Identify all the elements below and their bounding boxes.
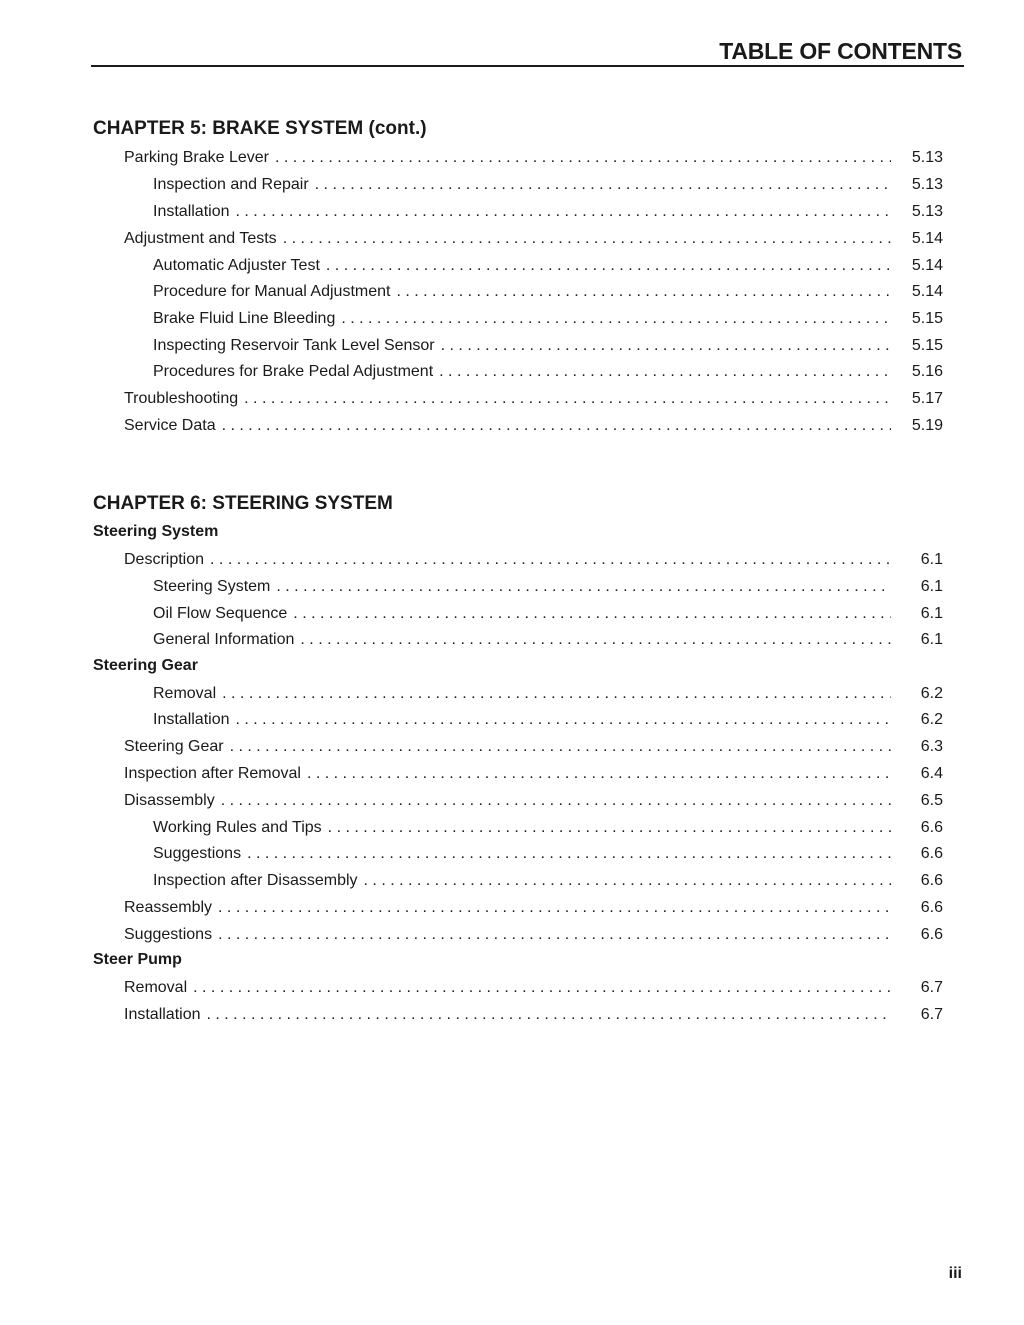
toc-entry-title: General Information	[153, 631, 295, 648]
toc-entry-adjustment-and-tests[interactable]	[124, 229, 943, 249]
toc-entry-page: 5.13	[911, 176, 943, 193]
dot-leader	[293, 604, 891, 624]
dot-leader	[441, 336, 891, 356]
toc-entry-title: Removal	[153, 685, 217, 702]
toc-entry-working-rules-and-tips[interactable]	[153, 818, 943, 838]
dot-leader	[221, 791, 891, 811]
toc-entry-page: 5.19	[911, 417, 943, 434]
toc-entry-title: Procedures for Brake Pedal Adjustment	[153, 363, 434, 380]
dot-leader	[222, 684, 891, 704]
toc-entry-steering-gear[interactable]	[124, 737, 943, 757]
toc-entry-title: Suggestions	[124, 926, 213, 943]
toc-entry-brake-fluid-line-bleeding[interactable]	[153, 309, 943, 329]
dot-leader	[218, 925, 891, 945]
toc-entry-page: 6.1	[920, 631, 943, 648]
toc-entry-title: Removal	[124, 979, 188, 996]
toc-entry-automatic-adjuster-test[interactable]	[153, 256, 943, 276]
chapter-5-heading: CHAPTER 5: BRAKE SYSTEM (cont.)	[93, 118, 427, 139]
toc-entry-oil-flow-sequence[interactable]	[153, 604, 943, 624]
dot-leader	[193, 978, 891, 998]
toc-entry-title: Inspection after Removal	[124, 765, 301, 782]
dot-leader	[300, 630, 891, 650]
toc-entry-title: Oil Flow Sequence	[153, 605, 288, 622]
toc-entry-page: 5.15	[911, 310, 943, 327]
toc-entry-title: Brake Fluid Line Bleeding	[153, 310, 336, 327]
toc-entry-page: 6.6	[920, 872, 943, 889]
toc-entry-page: 6.6	[920, 926, 943, 943]
page-title: TABLE OF CONTENTS	[719, 38, 962, 64]
toc-entry-title: Troubleshooting	[124, 390, 239, 407]
toc-entry-page: 5.14	[911, 283, 943, 300]
dot-leader	[236, 202, 892, 222]
toc-entry-page: 6.5	[920, 792, 943, 809]
page-header	[91, 36, 964, 67]
section-heading-steering-gear: Steering Gear	[93, 657, 198, 674]
toc-entry-troubleshooting[interactable]	[124, 389, 943, 409]
toc-entry-page: 5.14	[911, 257, 943, 274]
toc-entry-page: 6.1	[920, 605, 943, 622]
dot-leader	[364, 871, 891, 891]
toc-entry-title: Description	[124, 551, 205, 568]
dot-leader	[439, 362, 891, 382]
toc-entry-title: Installation	[124, 1006, 201, 1023]
section-heading-steering-system: Steering System	[93, 523, 219, 540]
toc-entry-manual-adjustment[interactable]	[153, 282, 943, 302]
toc-entry-page: 6.2	[920, 711, 943, 728]
toc-entry-page: 6.6	[920, 845, 943, 862]
dot-leader	[275, 148, 891, 168]
toc-entry-page: 6.6	[920, 899, 943, 916]
toc-entry-removal[interactable]	[153, 684, 943, 704]
toc-entry-title: Installation	[153, 711, 230, 728]
section-heading-steer-pump: Steer Pump	[93, 951, 182, 968]
toc-entry-page: 6.1	[920, 551, 943, 568]
dot-leader	[222, 416, 891, 436]
dot-leader	[307, 764, 891, 784]
toc-entry-suggestions[interactable]	[153, 844, 943, 864]
toc-entry-title: Suggestions	[153, 845, 242, 862]
toc-entry-title: Inspection after Disassembly	[153, 872, 358, 889]
toc-entry-page: 6.6	[920, 819, 943, 836]
dot-leader	[207, 1005, 892, 1025]
toc-entry-suggestions[interactable]	[124, 925, 943, 945]
toc-entry-brake-pedal-adjustment[interactable]	[153, 362, 943, 382]
toc-entry-page: 6.7	[920, 979, 943, 996]
toc-entry-disassembly[interactable]	[124, 791, 943, 811]
toc-entry-steering-system[interactable]	[153, 577, 943, 597]
dot-leader	[276, 577, 891, 597]
toc-entry-title: Service Data	[124, 417, 216, 434]
dot-leader	[210, 550, 891, 570]
toc-entry-title: Disassembly	[124, 792, 215, 809]
toc-entry-inspection-and-repair[interactable]	[153, 175, 943, 195]
toc-entry-reassembly[interactable]	[124, 898, 943, 918]
toc-entry-page: 5.13	[911, 203, 943, 220]
toc-entry-service-data[interactable]	[124, 416, 943, 436]
toc-entry-page: 6.3	[920, 738, 943, 755]
toc-entry-general-information[interactable]	[153, 630, 943, 650]
dot-leader	[396, 282, 891, 302]
dot-leader	[244, 389, 891, 409]
dot-leader	[236, 710, 892, 730]
dot-leader	[218, 898, 891, 918]
dot-leader	[328, 818, 891, 838]
toc-entry-parking-brake-lever[interactable]	[124, 148, 943, 168]
toc-entry-inspection-after-removal[interactable]	[124, 764, 943, 784]
dot-leader	[283, 229, 891, 249]
toc-entry-page: 6.7	[920, 1006, 943, 1023]
toc-entry-page: 6.1	[920, 578, 943, 595]
toc-entry-page: 5.14	[911, 230, 943, 247]
toc-entry-installation[interactable]	[124, 1005, 943, 1025]
toc-entry-page: 5.16	[911, 363, 943, 380]
toc-entry-page: 5.15	[911, 337, 943, 354]
dot-leader	[315, 175, 891, 195]
toc-entry-installation[interactable]	[153, 202, 943, 222]
toc-entry-title: Automatic Adjuster Test	[153, 257, 320, 274]
toc-entry-title: Procedure for Manual Adjustment	[153, 283, 391, 300]
toc-entry-title: Inspection and Repair	[153, 176, 309, 193]
toc-entry-title: Adjustment and Tests	[124, 230, 277, 247]
toc-entry-title: Installation	[153, 203, 230, 220]
toc-entry-installation[interactable]	[153, 710, 943, 730]
toc-entry-inspection-after-disassembly[interactable]	[153, 871, 943, 891]
dot-leader	[247, 844, 891, 864]
toc-entry-page: 5.17	[911, 390, 943, 407]
toc-entry-removal[interactable]	[124, 978, 943, 998]
toc-entry-title: Working Rules and Tips	[153, 819, 322, 836]
toc-entry-title: Steering Gear	[124, 738, 224, 755]
toc-entry-title: Reassembly	[124, 899, 213, 916]
toc-entry-page: 6.4	[920, 765, 943, 782]
page-number: iii	[948, 1265, 962, 1282]
dot-leader	[326, 256, 891, 276]
toc-entry-title: Parking Brake Lever	[124, 149, 269, 166]
toc-entry-reservoir-tank-level-sensor[interactable]	[153, 336, 943, 356]
toc-entry-page: 6.2	[920, 685, 943, 702]
toc-entry-title: Inspecting Reservoir Tank Level Sensor	[153, 337, 435, 354]
chapter-6-heading: CHAPTER 6: STEERING SYSTEM	[93, 493, 393, 514]
dot-leader	[341, 309, 891, 329]
toc-entry-page: 5.13	[911, 149, 943, 166]
toc-entry-title: Steering System	[153, 578, 271, 595]
dot-leader	[230, 737, 891, 757]
toc-entry-description[interactable]	[124, 550, 943, 570]
